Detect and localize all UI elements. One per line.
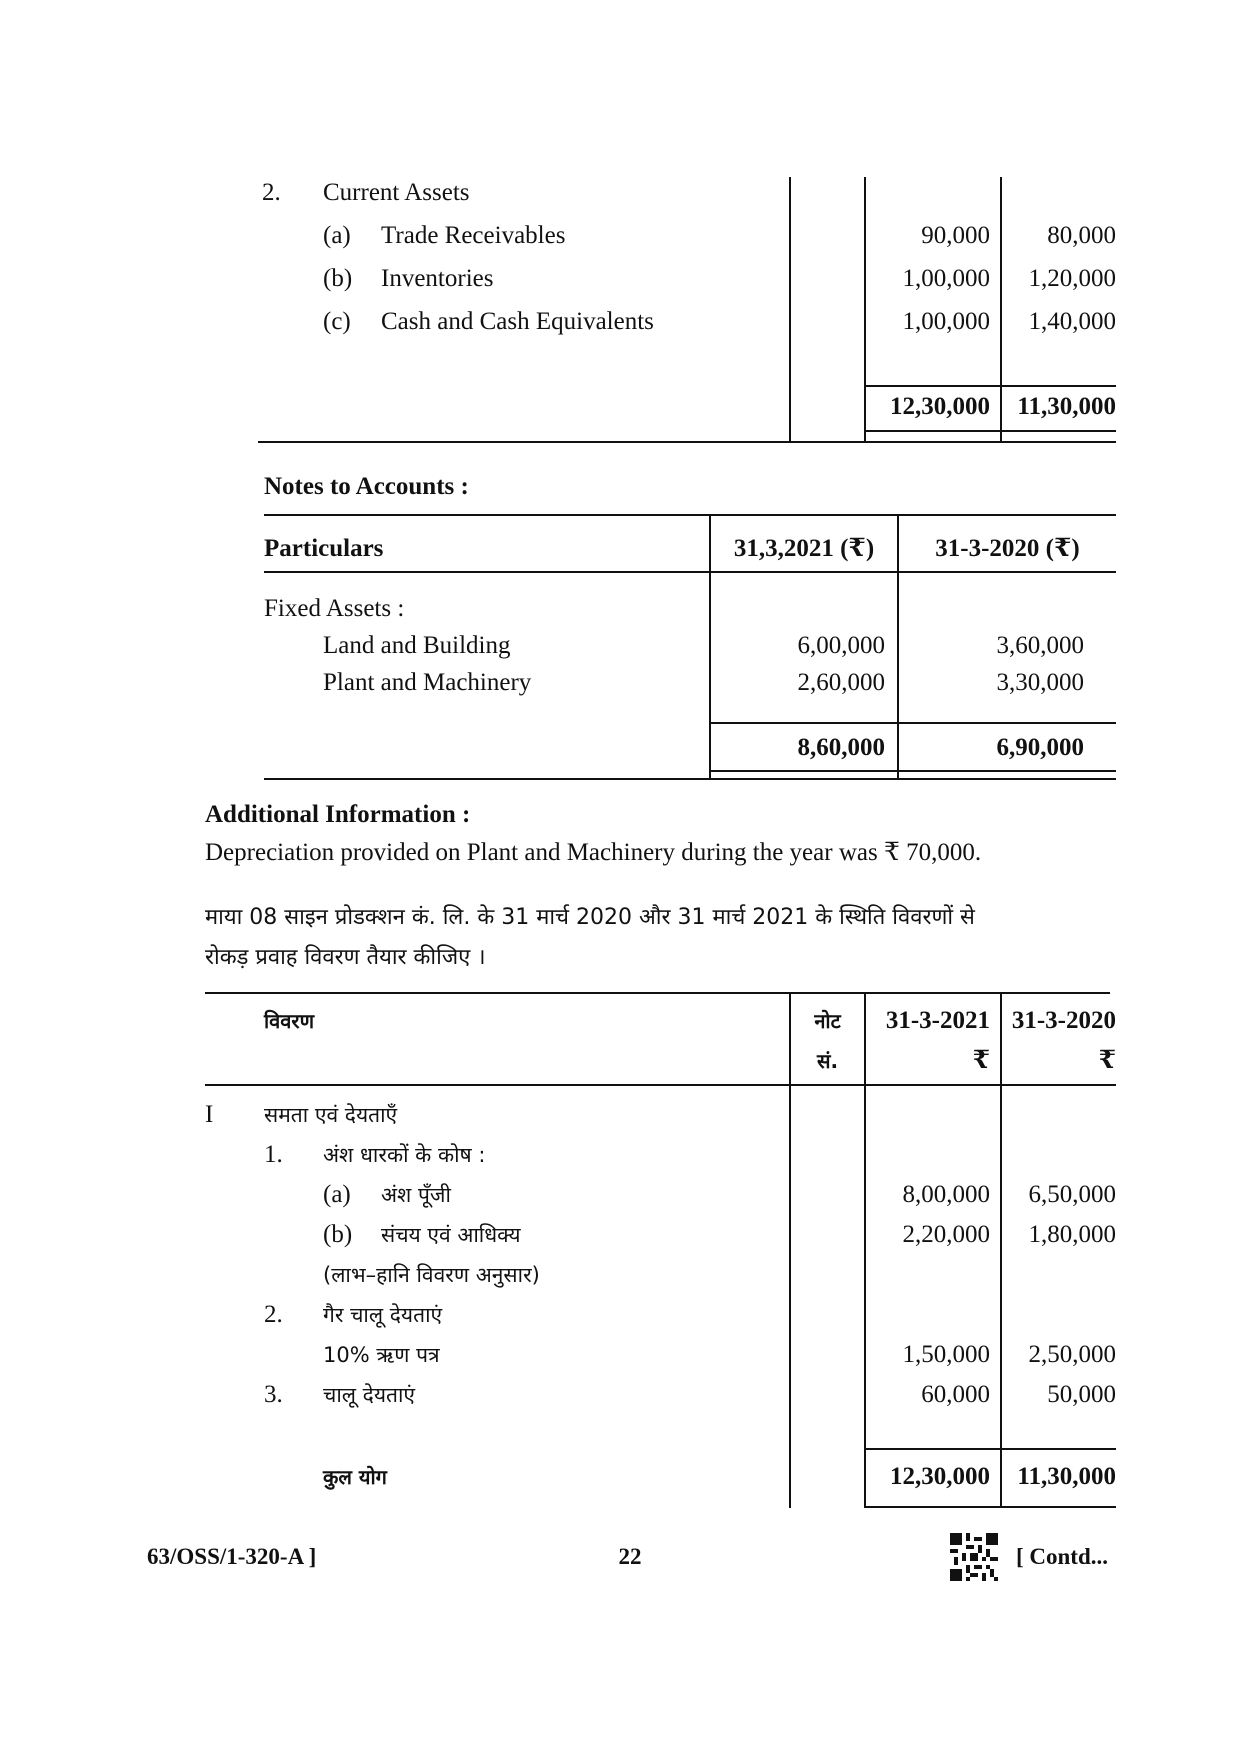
row-value-2020: 1,40,000 [1028,308,1116,335]
hindi-item-value-2021: 1,50,000 [902,1341,990,1368]
col-2021: 31,3,2021 (₹) [733,535,875,562]
qr-code-icon [950,1533,998,1581]
subtotal-line [864,385,1116,387]
row-value-2021: 1,00,000 [902,308,990,335]
hindi-item-text: चालू देयताएं [323,1383,416,1407]
hindi-col-vivaran: विवरण [264,1009,315,1033]
hindi-item-text: 10% ऋण पत्र [323,1343,440,1367]
row-text: Inventories [381,265,494,292]
hindi-question-line-1: माया 08 साइन प्रोडक्शन कं. लि. के 31 मार्च 2020 और 31 मार्च 2021 के स्थिति विवरणों से [205,905,975,930]
hindi-item-value-2020: 2,50,000 [1028,1341,1116,1368]
total-underline [864,430,1116,432]
footer-contd: [ Contd... [1016,1544,1109,1569]
hindi-question-line-2: रोकड़ प्रवाह विवरण तैयार कीजिए । [205,945,486,970]
row-label: (c) [323,308,351,335]
hindi-total-2021: 12,30,000 [890,1463,990,1490]
additional-text: Depreciation provided on Plant and Machinery during the year was ₹ 70,000. [205,839,982,866]
hindi-col-2021: 31-3-2021 [885,1007,990,1034]
hindi-currency-2021: ₹ [972,1047,990,1074]
notes-bottom-line [264,778,1116,780]
hindi-item-text: संचय एवं आधिक्य [381,1223,521,1247]
row-value-2021: 1,00,000 [902,265,990,292]
row-text: Trade Receivables [381,222,566,249]
notes-total-2021: 8,60,000 [797,734,885,761]
hindi-section-title: समता एवं देयताएँ [264,1103,398,1127]
footer-page-number: 22 [618,1544,642,1569]
notes-row-value-2021: 2,60,000 [797,669,885,696]
notes-total-2020: 6,90,000 [996,734,1084,761]
hindi-item-text: गैर चालू देयताएं [323,1303,443,1327]
section-title: Current Assets [323,179,470,206]
footer-exam-code: 63/OSS/1-320-A ] [147,1544,317,1569]
hindi-currency-2020: ₹ [1098,1047,1116,1074]
hindi-item-text: अंश धारकों के कोष : [323,1143,486,1167]
hindi-table-top-line [205,992,1110,994]
row-label: (b) [323,265,353,292]
hindi-item-note: (लाभ–हानि विवरण अनुसार) [323,1263,540,1287]
notes-row-text: Plant and Machinery [323,669,532,696]
col-2020: 31-3-2020 (₹) [935,535,1080,562]
notes-row-text: Land and Building [323,632,511,659]
hindi-item-value-2020: 50,000 [1047,1381,1116,1408]
notes-row-value-2020: 3,30,000 [996,669,1084,696]
hindi-total-label: कुल योग [323,1465,387,1489]
hindi-header-line [205,1084,1116,1086]
hindi-item-number: 3. [264,1381,283,1408]
hindi-col-2020: 31-3-2020 [1011,1007,1116,1034]
notes-total-underline [709,770,1116,772]
hindi-item-label: (b) [323,1221,353,1248]
notes-heading: Notes to Accounts : [264,473,469,500]
hindi-item-value-2020: 1,80,000 [1028,1221,1116,1248]
hindi-col-note-2: सं. [816,1049,839,1073]
hindi-col-note-1: नोट [814,1009,841,1033]
hindi-total-2020: 11,30,000 [1017,1463,1116,1490]
row-text: Cash and Cash Equivalents [381,308,654,335]
hindi-roman-numeral: I [205,1101,214,1128]
hindi-item-value-2021: 8,00,000 [902,1181,990,1208]
additional-heading: Additional Information : [205,801,471,828]
hindi-item-text: अंश पूँजी [381,1183,451,1207]
top-table-bottom-line [258,441,1116,443]
notes-top-line [264,514,1116,516]
notes-group-label: Fixed Assets : [264,595,405,622]
hindi-item-value-2020: 6,50,000 [1028,1181,1116,1208]
row-value-2021: 90,000 [921,222,990,249]
total-2020: 11,30,000 [1017,393,1116,420]
row-value-2020: 1,20,000 [1028,265,1116,292]
hindi-item-number: 2. [264,1301,283,1328]
section-number: 2. [262,179,281,206]
total-2021: 12,30,000 [890,393,990,420]
notes-row-value-2020: 3,60,000 [996,632,1084,659]
hindi-item-number: 1. [264,1141,283,1168]
hindi-item-label: (a) [323,1181,351,1208]
row-value-2020: 80,000 [1047,222,1116,249]
row-label: (a) [323,222,351,249]
notes-row-value-2021: 6,00,000 [797,632,885,659]
hindi-total-underline [864,1506,1116,1508]
notes-subtotal-line [709,722,1116,724]
col-particulars: Particulars [264,535,384,562]
top-table-vline-1 [789,177,791,443]
hindi-item-value-2021: 60,000 [921,1381,990,1408]
notes-header-line [264,571,1116,573]
hindi-item-value-2021: 2,20,000 [902,1221,990,1248]
hindi-subtotal-line [864,1448,1116,1450]
